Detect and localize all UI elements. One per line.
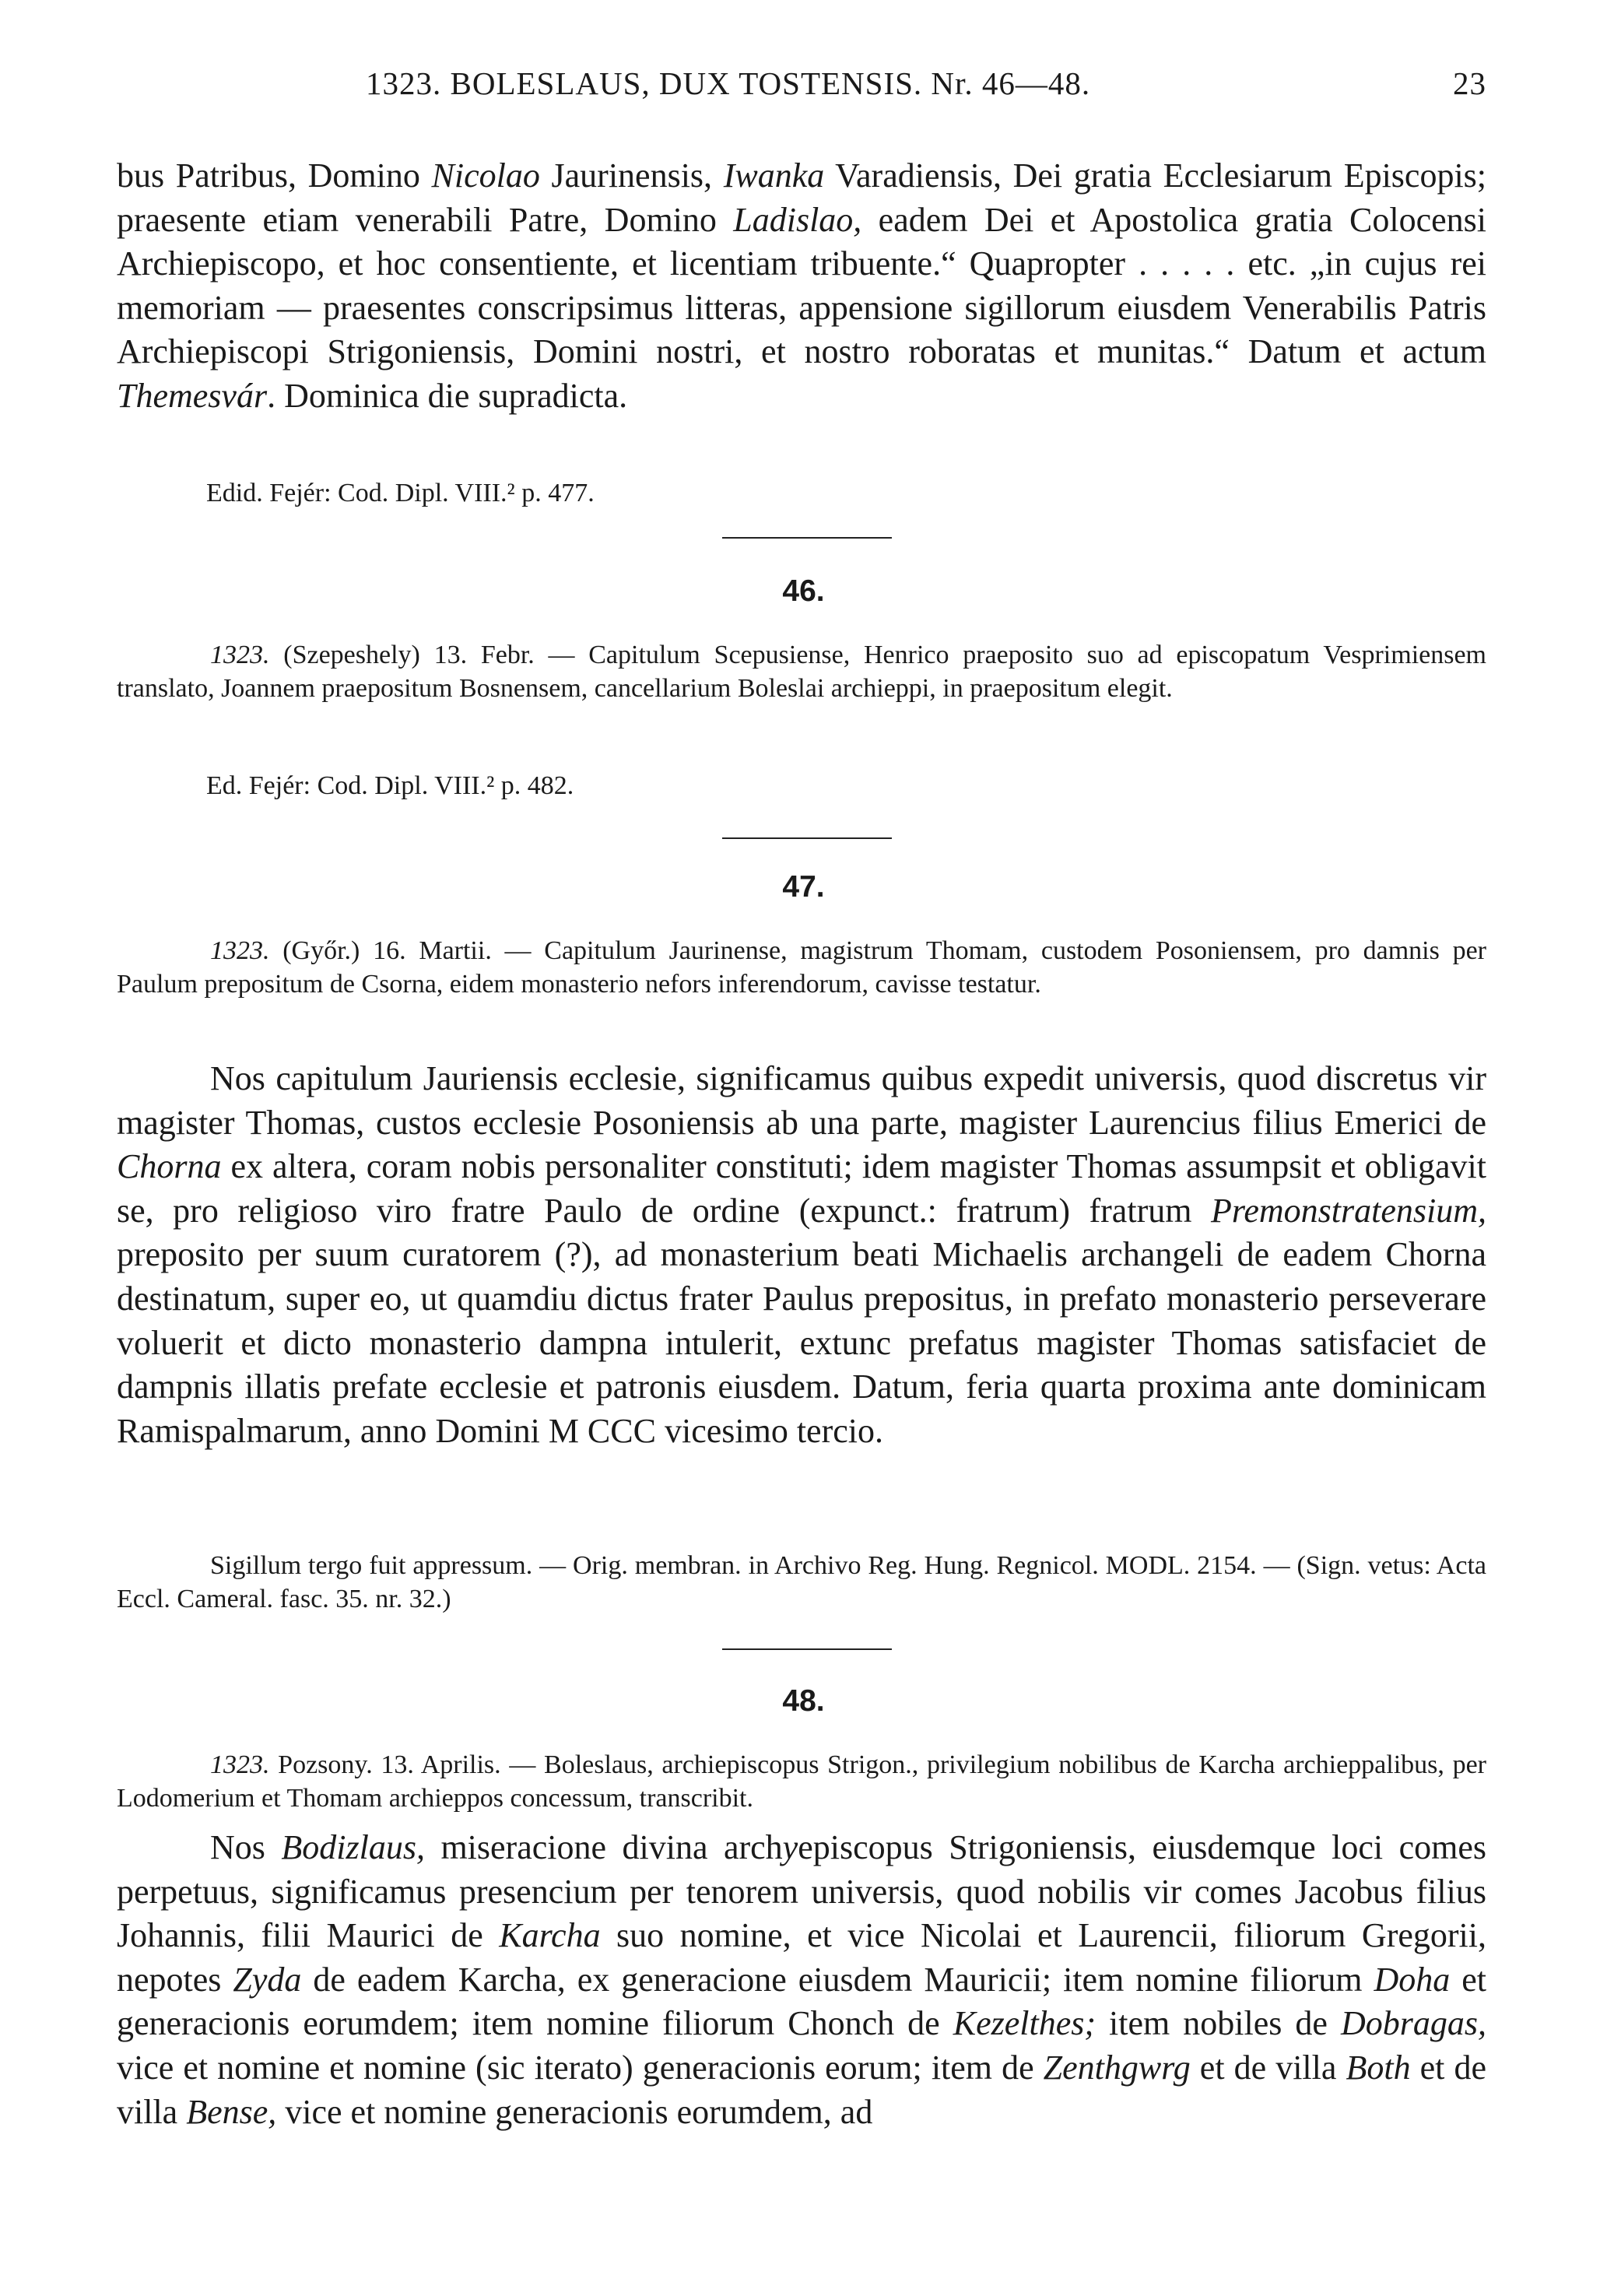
regest-46: 1323. (Szepeshely) 13. Febr. — Capitulum Scepusiense, Henrico praeposito suo ad episcopatum Vesprimiensem translato, Joannem praepositum Bosnensem, cancellarium Boleslai archieppi, in praepositum elegit. bbox=[117, 641, 1486, 703]
prev-charter-text: bus Patribus, Domino Nicolao Jaurinensis, Iwanka Varadiensis, Dei gratia Ecclesiarum Episcopis; praesente etiam venerabili Patre, Domino Ladislao, eadem Dei et Apostolica gratia Colocensi Archiepiscopo, et hoc consentiente, et licentiam tribuente.“ Quapropter . . . . . etc. „in cujus rei memoriam — praesentes conscripsimus litteras, appensione sigillorum eiusdem Venerabilis Patris Archiepiscopi Strigoniensis, Domini nostri, et nostro roboratas et munitas.“ Datum et actum Themesvár. Dominica die supradicta. bbox=[117, 156, 1487, 415]
charter-number-46: 46. bbox=[782, 574, 825, 608]
charter-text-47: Nos capitulum Jauriensis ecclesie, significamus quibus expedit universis, quod discretus vir magister Thomas, custos ecclesie Posoniensis ab una parte, magister Laurencius filius Emerici de Chorna ex altera, coram nobis personaliter constituti; idem magister Thomas assumpsit et obligavit se, pro religioso viro fratre Paulo de ordine (expunct.: fratrum) fratrum Premonstratensium, preposito per suum curatorem (?), ad monasterium beati Michaelis archangeli de eadem Chorna destinatum, super eo, ut quamdiu dictus frater Paulus prepositus, in prefato monasterio perseverare voluerit et dicto monasterio dampna intulerit, extunc prefatus magister Thomas satisfaciet de dampnis illatis prefate ecclesie et patronis eiusdem. Datum, feria quarta proxima ante dominicam Ramispalmarum, anno Domini M CCC vicesimo tercio. bbox=[117, 1059, 1486, 1450]
source-note-47: Sigillum tergo fuit appressum. — Orig. membran. in Archivo Reg. Hung. Regnicol. MODL. 2154. — (Sign. vetus: Acta Eccl. Cameral. fasc. 35. nr. 32.) bbox=[117, 1551, 1486, 1613]
page-number: 23 bbox=[1453, 65, 1486, 101]
section-divider bbox=[722, 1648, 892, 1650]
charter-number-47: 47. bbox=[782, 870, 825, 904]
running-title: 1323. BOLESLAUS, DUX TOSTENSIS. Nr. 46—48. bbox=[366, 65, 1091, 101]
section-divider bbox=[722, 537, 892, 539]
charter-number-48: 48. bbox=[782, 1684, 825, 1718]
regest-48: 1323. Pozsony. 13. Aprilis. — Boleslaus, archiepiscopus Strigon., privilegium nobilibus de Karcha archieppalibus, per Lodomerium et Thomam archieppos concessum, transcribit. bbox=[117, 1750, 1486, 1813]
regest-47: 1323. (Győr.) 16. Martii. — Capitulum Jaurinense, magistrum Thomam, custodem Posoniensem, pro damnis per Paulum prepositum de Csorna, eidem monasterio nefors inferendorum, cavisse testatur. bbox=[117, 936, 1486, 999]
edition-46: Ed. Fejér: Cod. Dipl. VIII.² p. 482. bbox=[206, 771, 574, 800]
section-divider bbox=[722, 837, 892, 839]
prev-charter-edition: Edid. Fejér: Cod. Dipl. VIII.² p. 477. bbox=[206, 479, 595, 507]
charter-text-48: Nos Bodizlaus, miseracione divina archyepiscopus Strigoniensis, eiusdemque loci comes perpetuus, significamus presencium per tenorem universis, quod nobilis vir comes Jacobus filius Johannis, filii Maurici de Karcha suo nomine, et vice Nicolai et Laurencii, filiorum Gregorii, nepotes Zyda de eadem Karcha, ex generacione eiusdem Mauricii; item nomine filiorum Doha et generacionis eorumdem; item nomine filiorum Chonch de Kezelthes; item nobiles de Dobragas, vice et nomine et nomine (sic iterato) generacionis eorum; item de Zenthgwrg et de villa Both et de villa Bense, vice et nomine generacionis eorumdem, ad bbox=[117, 1828, 1486, 2131]
